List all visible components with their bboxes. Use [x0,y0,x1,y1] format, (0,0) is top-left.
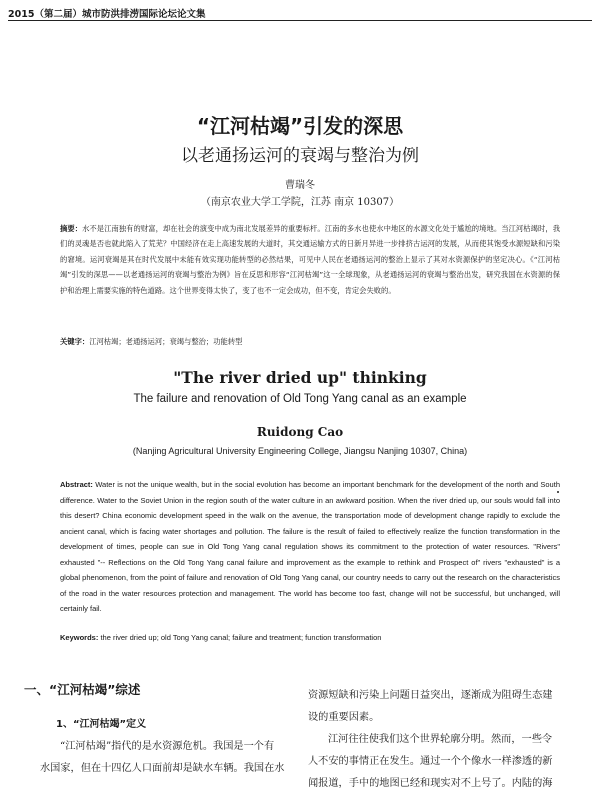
body-line: 水国家，但在十四亿人口面前却是缺水车辆。我国在水 [40,763,285,774]
affiliation-en: (Nanjing Agricultural University Engineering College, Jiangsu Nanjing 10307, China) [132,446,468,456]
running-header: 2015（第二届）城市防洪排涝国际论坛论文集 [8,9,206,20]
abstract-en-label: Abstract: [60,480,93,489]
body-line: 人不安的事情正在发生。通过一个个像水一样渗透的新 [308,756,553,767]
abstract-en-text: Water is not the unique wealth, but in the social evolution has become an important benchmark for the development of the north and South difference. Water to the Soviet Union in the region south of the water culture in an awkward position. When the river dried up, our souls would fall into this desert? China economic development speed in the walk on the avenue, the transportation mode of development change rapidly to exclude the ancient canal, which is facing water shortages and pollution. The failure is the result of failed to effectively realize the function transformation in the development of times, people can sue in Old Tong Yang canal regulation shows its commitment to the protection of water resources. "Rivers" exhausted "-- Reflections on the Old Tong Yang canal failure and improvement as the example to rethink and Prospect of" rivers "exhausted" is a global phenomenon, from the point of failure and renovation of Old Tong Yang canal, our country needs to carry out the research on the characteristics of the road in the water resources protection and management. The world has become too fast, change will not be successful, but unchanged, will certainly fail. [60,480,560,613]
keywords-cn [60,337,560,347]
subtitle-cn: 以老通扬运河的衰竭与整治为例 [181,146,419,166]
keywords-en [60,633,560,642]
abstract-cn-label: 摘要： [60,224,83,233]
body-column-right [308,685,574,795]
keywords-cn-text: 江河枯竭；老通扬运河；衰竭与整治；功能转型 [89,337,243,346]
title-en: "The river dried up" thinking [173,368,427,387]
body-column-left [40,736,290,780]
abstract-cn [60,221,560,298]
abstract-cn-text: 水不是江南独有的财富，却在社会的演变中成为南北发展差异的重要标杆。江南的多水也使水中地区的水源文化处于尴尬的境地。当江河枯竭时，我们的灵魂是否也就此陷入了荒芜？中国经济在走上高速发展的大道时，其交通运输方式的日新月异进一步排挤古运河的发展，从而使其饱受水源短缺和污染的窘境。运河衰竭是其在时代发展中未能有效实现功能转型的必然结果，可见中人民在老通扬运河的整治上显示了其对水资源保护的坚定决心。《“江河枯竭”引发的深思——以老通扬运河的衰竭与整治为例》旨在反思和形容“江河枯竭”这一全球现象，从老通扬运河的衰竭与整治出发，研究我国在水资源的保护和治理上需要实施的特色道路。这个世界变得太快了，变了也不一定会成功，但不变，肯定会失败的。 [60,224,560,295]
abstract-en [60,477,560,617]
header-rule [8,20,592,21]
body-line: 设的重要因素。 [308,712,380,723]
keywords-cn-label: 关键字： [60,337,90,346]
author-cn: 曹瑞冬 [285,180,315,191]
body-line: 闻报道，手中的地图已经和现实对不上号了。内陆的海 [308,778,553,789]
section-heading: 一、“江河枯竭”综述 [24,682,141,697]
subsection-heading: 1、“江河枯竭”定义 [56,719,147,730]
subtitle-en: The failure and renovation of Old Tong Yang canal as an example [133,393,467,405]
title-cn: “江河枯竭”引发的深思 [196,114,404,138]
body-line: “江河枯竭”指代的是水资源危机。我国是一个有 [60,741,275,752]
body-line: 资源短缺和污染上问题日益突出，逐渐成为阻碍生态建 [308,690,553,701]
author-en: Ruidong Cao [256,425,344,439]
body-line: 江河往往使我们这个世界轮廓分明。然而，一些令 [328,734,553,745]
affiliation-cn: （南京农业大学工学院，江苏 南京 10307） [200,197,400,208]
keywords-en-label: Keywords: [60,633,99,642]
margin-mark [557,491,559,493]
keywords-en-text: the river dried up; old Tong Yang canal; failure and treatment; function transformation [100,633,382,642]
